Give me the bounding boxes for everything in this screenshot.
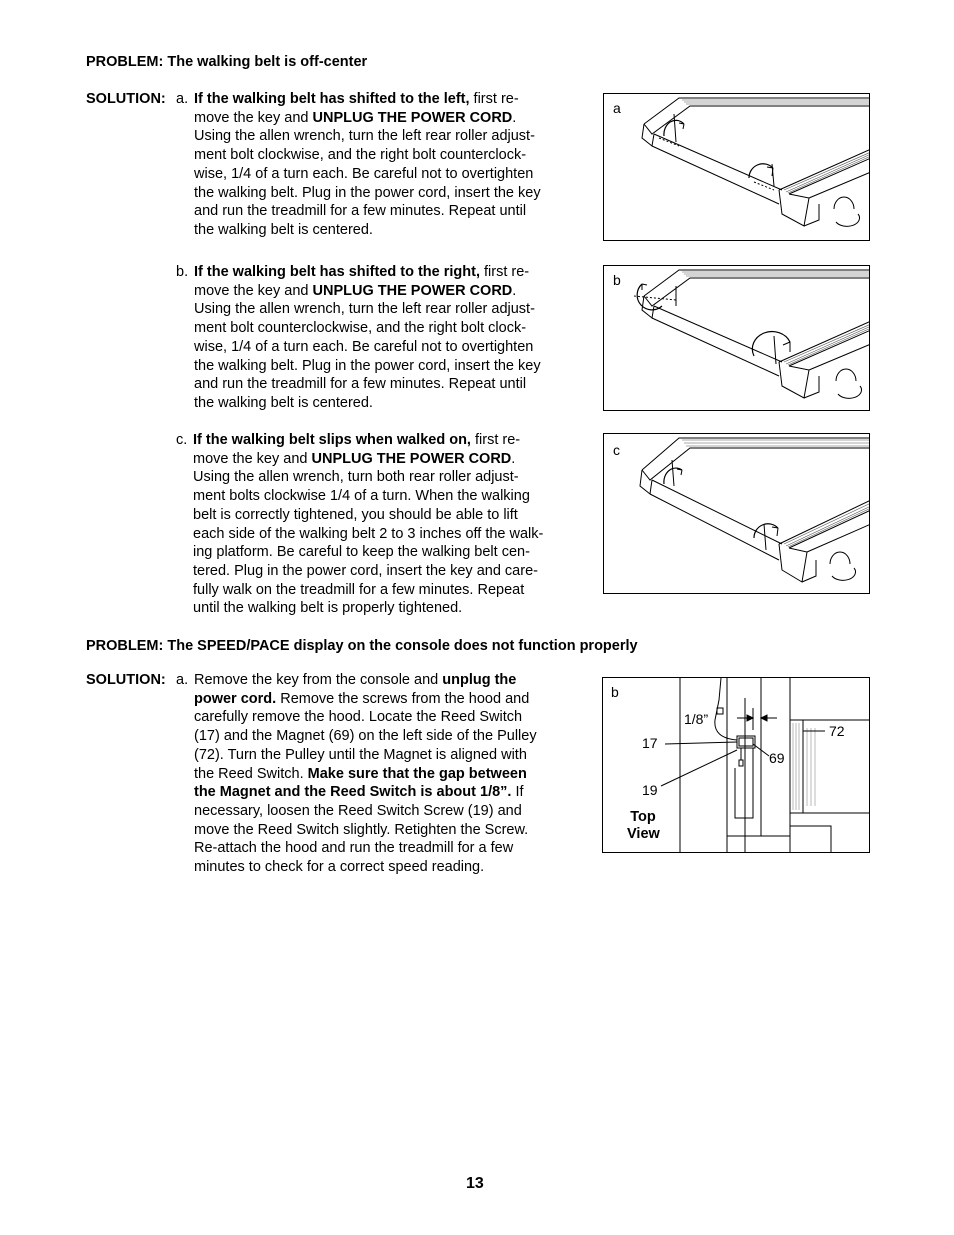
solution-b-text — [194, 263, 584, 413]
text-run: . — [512, 282, 517, 299]
text-run: first re- — [469, 91, 519, 107]
text-run: ment bolt counterclockwise, and the right bolt clock- — [194, 320, 527, 337]
bold-run: UNPLUG THE POWER CORD — [312, 109, 513, 126]
text-line — [193, 581, 583, 600]
page-number: 13 — [466, 1175, 484, 1192]
text-run: until the walking belt is properly tightened. — [193, 600, 463, 617]
text-line — [194, 184, 584, 203]
treadmill-rear-illustration — [604, 266, 870, 411]
text-run: tered. Plug in the power cord, insert the key and care- — [193, 562, 538, 579]
text-line — [194, 858, 584, 877]
text-run: and run the treadmill for a few minutes. Repeat until — [194, 376, 527, 393]
treadmill-rear-illustration — [604, 434, 870, 594]
text-line — [194, 690, 584, 709]
text-line — [193, 431, 583, 450]
text-run: carefully remove the hood. Locate the Reed Switch — [194, 709, 523, 726]
callout-screw: 19 — [642, 782, 658, 798]
text-run: ment bolts clockwise 1/4 of a turn. When the walking — [193, 488, 530, 505]
step-letter-b: b. — [176, 264, 189, 280]
text-run: first re- — [470, 432, 521, 448]
step-letter-c: c. — [176, 432, 188, 448]
top-view-line1: Top — [630, 809, 656, 825]
text-run: Using the allen wrench, turn the left rear roller adjust- — [194, 128, 535, 145]
top-view-label — [627, 809, 659, 843]
figure-a-belt-shifted-left — [603, 93, 870, 241]
text-line — [193, 562, 583, 581]
text-line — [194, 319, 584, 338]
text-run: . — [511, 450, 516, 467]
text-line — [193, 487, 583, 506]
text-line — [194, 165, 584, 184]
text-run: move the key and — [194, 109, 313, 126]
bold-run: If the walking belt has shifted to the right, — [194, 264, 480, 280]
text-run: Re-attach the hood and run the treadmill for a few — [194, 840, 514, 857]
text-run: Using the allen wrench, turn both rear roller adjust- — [193, 469, 519, 486]
text-line — [194, 671, 584, 690]
text-run: the walking belt. Plug in the power cord, insert the key — [194, 357, 541, 374]
solution-label: SOLUTION: — [86, 91, 166, 107]
text-line — [194, 375, 584, 394]
text-run: Using the allen wrench, turn the left rear roller adjust- — [194, 301, 535, 318]
text-line — [194, 821, 584, 840]
text-run: first re- — [480, 264, 530, 280]
bold-run: UNPLUG THE POWER CORD — [311, 450, 512, 467]
text-run: fully walk on the treadmill for a few minutes. Repeat — [193, 581, 525, 598]
text-run: If — [511, 784, 524, 801]
figure-label: a — [613, 100, 621, 116]
text-run: the Reed Switch. — [194, 765, 308, 782]
text-line — [193, 506, 583, 525]
text-run: ment bolt clockwise, and the right bolt counterclock- — [194, 147, 527, 164]
figure-label: b — [611, 684, 619, 700]
text-line — [193, 525, 583, 544]
step-letter-a: a. — [176, 672, 189, 688]
text-line — [194, 109, 584, 128]
text-run: (17) and the Magnet (69) on the left side of the Pulley — [194, 728, 537, 745]
figure-b-belt-shifted-right — [603, 265, 870, 411]
text-line — [194, 394, 584, 413]
text-run: Remove the screws from the hood and — [276, 690, 530, 707]
text-run: wise, 1/4 of a turn each. Be careful not to overtighten — [194, 165, 534, 182]
text-line — [194, 839, 584, 858]
text-run: the walking belt. Plug in the power cord, insert the key — [194, 184, 541, 201]
text-run: each side of the walking belt 2 to 3 inches off the walk- — [193, 525, 544, 542]
text-run: and run the treadmill for a few minutes. Repeat until — [194, 203, 527, 220]
text-line — [194, 727, 584, 746]
text-line — [194, 802, 584, 821]
text-line — [194, 90, 584, 109]
figure-label: b — [613, 272, 621, 288]
text-run: move the key and — [193, 450, 312, 467]
text-line — [194, 127, 584, 146]
bold-run: power cord. — [194, 690, 277, 707]
text-run: the walking belt is centered. — [194, 394, 373, 411]
solution-c-text — [193, 431, 583, 618]
bold-run: the Magnet and the Reed Switch is about 1/8”. — [194, 784, 512, 801]
text-line — [194, 263, 584, 282]
text-line — [193, 468, 583, 487]
callout-reed-switch: 17 — [642, 735, 658, 751]
text-run: wise, 1/4 of a turn each. Be careful not to overtighten — [194, 338, 534, 355]
text-line — [194, 357, 584, 376]
text-line — [194, 765, 584, 784]
text-line — [194, 202, 584, 221]
problem-heading-speed-display: PROBLEM: The SPEED/PACE display on the console does not function properly — [86, 638, 638, 654]
text-run: belt is correctly tightened, you should be able to lift — [193, 506, 518, 523]
bold-run: UNPLUG THE POWER CORD — [312, 282, 513, 299]
bold-run: Make sure that the gap between — [307, 765, 527, 782]
text-run: minutes to check for a correct speed reading. — [194, 859, 485, 876]
text-run: (72). Turn the Pulley until the Magnet is aligned with — [194, 746, 527, 763]
figure-c-belt-slips — [603, 433, 870, 594]
solution-label: SOLUTION: — [86, 672, 166, 688]
solution-a-text — [194, 90, 584, 240]
text-run: move the Reed Switch slightly. Retighten the Screw. — [194, 821, 529, 838]
text-line — [193, 450, 583, 469]
text-run: necessary, loosen the Reed Switch Screw (19) and — [194, 802, 522, 819]
text-line — [194, 746, 584, 765]
text-run: . — [512, 109, 517, 126]
problem-heading-belt-off-center: PROBLEM: The walking belt is off-center — [86, 54, 368, 70]
text-line — [193, 543, 583, 562]
figure-reed-switch-top-view — [602, 677, 870, 853]
speed-solution-a-text — [194, 671, 584, 877]
text-line — [193, 599, 583, 618]
text-line — [194, 708, 584, 727]
callout-gap: 1/8” — [684, 711, 709, 727]
bold-run: If the walking belt has shifted to the left, — [194, 91, 470, 107]
text-run: Remove the key from the console and — [194, 672, 443, 688]
text-line — [194, 783, 584, 802]
text-line — [194, 300, 584, 319]
callout-pulley: 72 — [829, 723, 845, 739]
text-line — [194, 221, 584, 240]
callout-magnet: 69 — [769, 750, 785, 766]
text-line — [194, 146, 584, 165]
top-view-line2: View — [627, 826, 660, 842]
text-run: ing platform. Be careful to keep the walking belt cen- — [193, 544, 530, 561]
text-run: the walking belt is centered. — [194, 221, 373, 238]
text-line — [194, 282, 584, 301]
text-line — [194, 338, 584, 357]
figure-label: c — [613, 442, 620, 458]
step-letter-a: a. — [176, 91, 189, 107]
text-run: move the key and — [194, 282, 313, 299]
bold-run: unplug the — [442, 672, 517, 688]
bold-run: If the walking belt slips when walked on, — [193, 432, 471, 448]
treadmill-rear-illustration — [604, 94, 870, 241]
